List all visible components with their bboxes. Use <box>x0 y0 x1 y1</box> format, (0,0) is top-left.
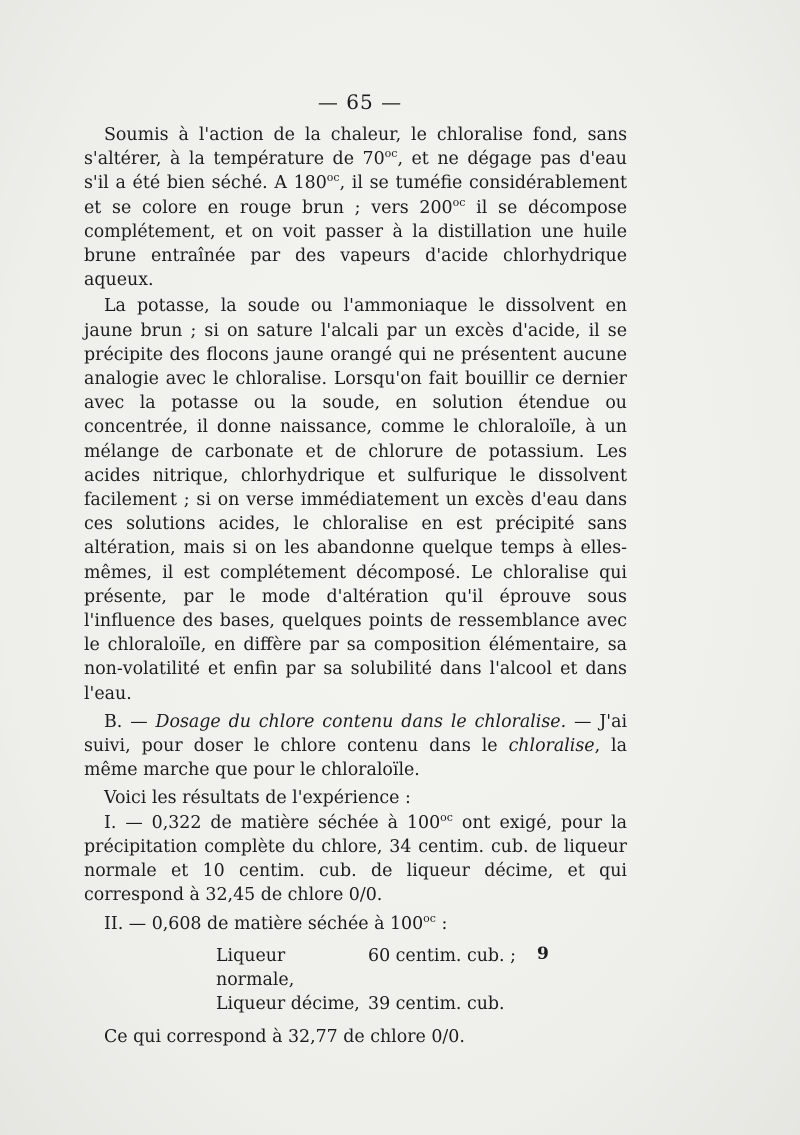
text-run: — J'ai suivi, pour doser le chlore contenu dans le <box>84 711 628 757</box>
table-row <box>216 992 516 1017</box>
liquor-name: Liqueur décime, <box>216 994 360 1015</box>
body-text <box>84 123 627 1049</box>
text-run: , il se tuméfie considérablement et se colore en rouge brun ; vers 200 <box>84 173 627 218</box>
paragraph-result-one <box>84 811 627 908</box>
paragraph-result-two <box>84 912 627 936</box>
signature-mark: 9 <box>537 944 549 964</box>
page-number: — 65 — <box>317 90 403 114</box>
section-label: B. <box>104 711 123 732</box>
liquor-table <box>216 944 516 1017</box>
text-run: , et ne dégage pas d'eau s'il a été bien séché. A 180 <box>84 149 627 194</box>
text-run: ont exigé, pour la précipitation complète du chlore, 34 centim. cub. de liqueur normale et 10 centim. cub. de liqueur décime, et qui correspond à 32,45 de chlore 0/0. <box>84 812 627 906</box>
paragraph-conclusion: Ce qui correspond à 32,77 de chlore 0/0. <box>104 1027 465 1048</box>
superscript: oc <box>384 147 398 161</box>
section-title: — Dosage du chlore contenu dans le chloralise. <box>130 711 567 732</box>
paragraph-dosage-heading <box>84 710 627 783</box>
paragraph-solubility: La potasse, la soude ou l'ammoniaque le dissolvent en jaune brun ; si on sature l'alcali par un excès d'acide, il se précipite des flocons jaune orangé qui ne présentent aucune analogie avec le chloralise. Lorsqu'on fait bouillir ce dernier avec la potasse ou la soude, en solution étendue ou concentrée, il donne naissance, comme le chloraloïle, à un mélange de carbonate et de chlorure de potassium. Les acides nitrique, chlorhydrique et sulfurique le dissolvent facilement ; si on verse immédiatement un excès d'eau dans ces solutions acides, le chloralise en est précipité sans altération, mais si on les abandonne quelque temps à elles-mêmes, il est complétement décomposé. Le chloralise qui présente, par le mode d'altération qu'il éprouve sous l'influence des bases, quelques points de ressemblance avec le chloraloïle, en diffère par sa composition élémentaire, sa non-volatilité et enfin par sa solubilité dans l'alcool et dans l'eau. <box>84 296 627 704</box>
superscript: oc <box>423 911 436 925</box>
liquor-name: Liqueur normale, <box>216 945 295 990</box>
text-run: II. — 0,608 de matière séchée à 100 <box>104 913 424 934</box>
paragraph-results-intro: Voici les résultats de l'expérience : <box>104 788 411 809</box>
superscript: oc <box>326 171 340 185</box>
text-run: , la même marche que pour le chloraloïle. <box>84 736 627 781</box>
liquor-value: 39 centim. cub. <box>368 994 505 1015</box>
superscript: oc <box>452 195 466 209</box>
text-run: Soumis à l'action de la chaleur, le chloralise fond, sans s'altérer, à la température de 70 <box>84 125 627 170</box>
superscript: oc <box>440 810 453 824</box>
text-run: il se décompose complétement, et on voit passer à la distillation une huile brune entraînée par des vapeurs d'acide chlorhydrique aqueux. <box>84 197 627 291</box>
liquor-value: 60 centim. cub. ; <box>368 945 516 966</box>
table-row <box>216 944 516 992</box>
text-run: chloralise <box>508 736 595 757</box>
text-run: I. — 0,322 de matière séchée à 100 <box>104 812 441 833</box>
paragraph-heating <box>84 123 627 292</box>
text-run: : <box>435 913 448 934</box>
